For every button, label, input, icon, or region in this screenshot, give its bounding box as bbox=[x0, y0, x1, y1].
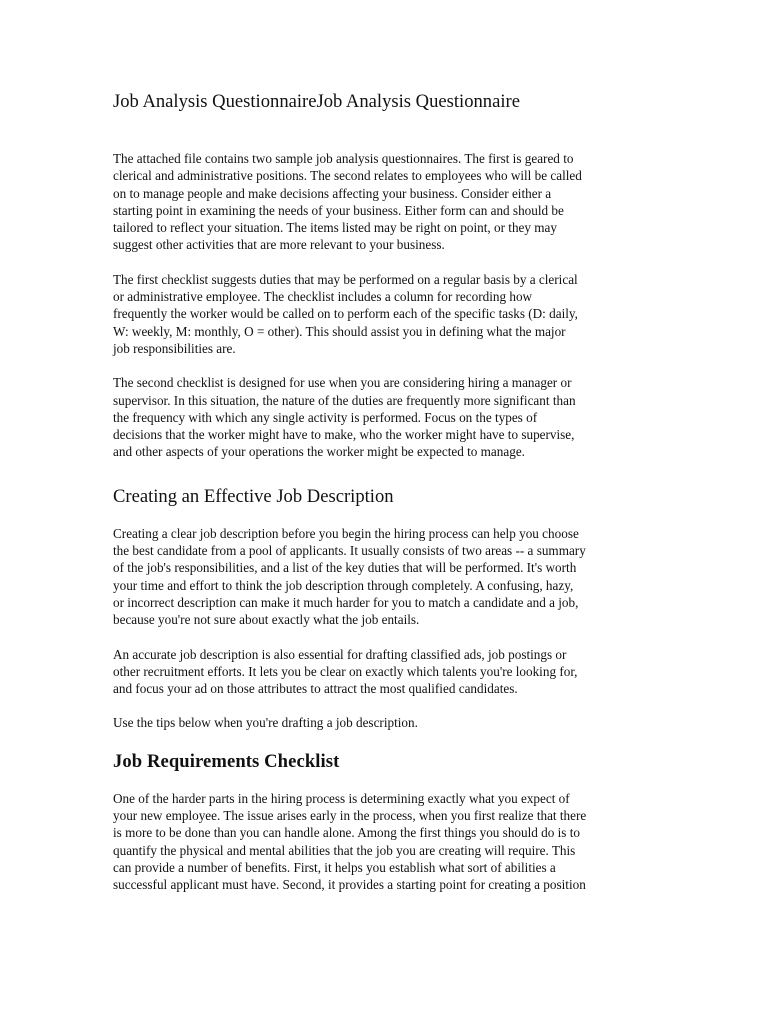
intro-paragraph-2 bbox=[113, 271, 661, 357]
text-line: the frequency with which any single activity is performed. Focus on the types of bbox=[113, 409, 538, 425]
spacer bbox=[113, 629, 661, 646]
text-line: successful applicant must have. Second, it provides a starting point for creating a position bbox=[113, 877, 586, 893]
text-line: can provide a number of benefits. First, it helps you establish what sort of abilities a bbox=[113, 859, 556, 875]
text-line: The attached file contains two sample job analysis questionnaires. The first is geared to bbox=[113, 151, 574, 166]
requirements-paragraph-1 bbox=[113, 790, 661, 894]
intro-paragraph-1 bbox=[113, 150, 661, 254]
text-line: decisions that the worker might have to make, who the worker might have to supervise, bbox=[113, 427, 575, 443]
spacer bbox=[113, 254, 661, 271]
spacer bbox=[113, 114, 661, 150]
text-line: other recruitment efforts. It lets you be clear on exactly which talents you're looking for, bbox=[113, 663, 578, 679]
text-line: W: weekly, M: monthly, O = other). This should assist you in defining what the major bbox=[113, 323, 566, 339]
text-line: The second checklist is designed for use when you are considering hiring a manager or bbox=[113, 375, 572, 391]
text-line: on to manage people and make decisions affecting your business. Consider either a bbox=[113, 185, 552, 201]
section-heading-effective-job-description: Creating an Effective Job Description bbox=[113, 485, 394, 507]
section-heading-job-requirements-checklist: Job Requirements Checklist bbox=[113, 750, 340, 772]
text-line: quantify the physical and mental abilities that the job you are creating will require. This bbox=[113, 842, 576, 858]
text-line: tailored to reflect your situation. The items listed may be right on point, or they may bbox=[113, 220, 558, 236]
intro-paragraph-3 bbox=[113, 374, 661, 460]
text-line: because you're not sure about exactly what the job entails. bbox=[113, 612, 420, 628]
text-line: supervisor. In this situation, the nature of the duties are frequently more significant than bbox=[113, 392, 576, 408]
document-title: Job Analysis QuestionnaireJob Analysis Questionnaire bbox=[113, 91, 520, 112]
document-page bbox=[113, 90, 661, 894]
spacer bbox=[113, 697, 661, 714]
text-line: frequently the worker would be called on to perform each of the specific tasks (D: daily, bbox=[113, 306, 578, 322]
text-line: your new employee. The issue arises early in the process, when you first realize that there bbox=[113, 808, 587, 824]
effective-paragraph-2 bbox=[113, 646, 661, 698]
text-line: and focus your ad on those attributes to attract the most qualified candidates. bbox=[113, 681, 518, 697]
text-line: starting point in examining the needs of your business. Either form can and should be bbox=[113, 202, 564, 218]
text-line: or incorrect description can make it much harder for you to match a candidate and a job, bbox=[113, 594, 579, 610]
effective-paragraph-3 bbox=[113, 714, 661, 731]
text-line: One of the harder parts in the hiring process is determining exactly what you expect of bbox=[113, 790, 570, 806]
text-line: and other aspects of your operations the worker might be expected to manage. bbox=[113, 444, 525, 460]
spacer bbox=[113, 357, 661, 374]
text-line: Use the tips below when you're drafting a job description. bbox=[113, 715, 418, 731]
text-line: Creating a clear job description before you begin the hiring process can help you choose bbox=[113, 525, 579, 541]
text-line: is more to be done than you can handle alone. Among the first things you should do is to bbox=[113, 825, 580, 841]
text-line: job responsibilities are. bbox=[113, 340, 236, 356]
text-line: or administrative employee. The checklist includes a column for recording how bbox=[113, 289, 533, 305]
text-line: the best candidate from a pool of applicants. It usually consists of two areas -- a summary bbox=[113, 543, 586, 559]
effective-paragraph-1 bbox=[113, 525, 661, 629]
text-line: clerical and administrative positions. The second relates to employees who will be called bbox=[113, 168, 582, 184]
text-line: suggest other activities that are more relevant to your business. bbox=[113, 237, 445, 253]
text-line: of the job's responsibilities, and a list of the key duties that will be performed. It's worth bbox=[113, 560, 577, 576]
text-line: The first checklist suggests duties that may be performed on a regular basis by a clerical bbox=[113, 271, 578, 287]
text-line: your time and effort to think the job description through completely. A confusing, hazy, bbox=[113, 577, 574, 593]
text-line: An accurate job description is also essential for drafting classified ads, job postings or bbox=[113, 646, 567, 662]
